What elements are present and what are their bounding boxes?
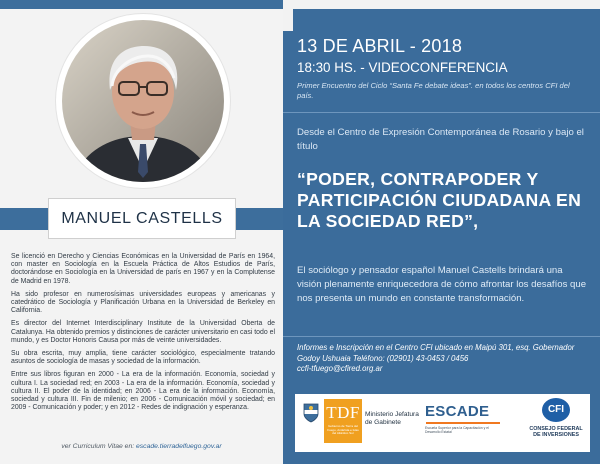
- shield-crest-icon: [303, 403, 319, 423]
- registration-info: [297, 343, 593, 375]
- top-tab: [283, 9, 293, 31]
- event-description: El sociólogo y pensador español Manuel Castells brindará una visión plenamente enriquecedora de cómo afrontar los desafíos que nos presenta un mundo en constante transformación.: [297, 265, 587, 305]
- escade-underline: [426, 422, 500, 424]
- sponsor-logos: [295, 394, 590, 452]
- speaker-column: [0, 0, 283, 464]
- cfi-logo: [525, 398, 587, 450]
- speaker-bio: [11, 253, 275, 417]
- cv-link[interactable]: escade.tierradelfuego.gov.ar: [136, 443, 222, 450]
- escade-caption: Escuela Superior para la Capacitación y el Desarrollo Estatal: [425, 426, 489, 434]
- contact-email[interactable]: ccfi-tfuego@cfired.org.ar: [297, 364, 383, 373]
- event-time: 18:30 HS. - VIDEOCONFERENCIA: [297, 60, 508, 75]
- top-accent-bar: [0, 0, 283, 9]
- tdf-logo: [324, 399, 362, 443]
- name-bar-left: [0, 208, 48, 230]
- name-bar-right: [236, 208, 283, 230]
- ministerio-label: Ministerio Jefatura de Gabinete: [365, 411, 419, 426]
- divider: [283, 336, 600, 337]
- event-date: 13 DE ABRIL - 2018: [297, 36, 463, 56]
- event-title: “PODER, CONTRAPODER Y PARTICIPACIÓN CIUDADANA EN LA SOCIEDAD RED”,: [297, 169, 582, 231]
- event-intro: Desde el Centro de Expresión Contemporánea de Rosario y bajo el título: [297, 127, 584, 152]
- cfi-logo-text: CFI: [547, 404, 565, 415]
- event-column: [283, 0, 600, 464]
- top-strip: [283, 0, 600, 9]
- portrait-photo: [62, 20, 224, 182]
- cfi-oval-logo: [542, 398, 570, 422]
- bio-paragraph: Entre sus libros figuran en 2000 - La era de la información. Economía, sociedad y cultura I. La sociedad red; en 2003 - La era de la información. Economía, sociedad y cultura II. El poder de la identidad; en 2006 - La era de la información. Economía, sociedad y cultura III. Fin de milenio; en 2006 - Comunicación móvil y sociedad; en 2009 - Comunicación y poder; y en 2012 - Redes de indignación y esperanza.: [11, 371, 275, 412]
- speaker-name-box: [48, 198, 236, 239]
- escade-logo-text: ESCADE: [425, 403, 490, 420]
- portrait-frame: [56, 14, 230, 188]
- bio-paragraph: Su obra escrita, muy amplia, tiene carácter sociológico, especialmente tratando asuntos de sociología de masas y sociedad de la información.: [11, 350, 275, 366]
- event-subtitle: Primer Encuentro del Ciclo “Santa Fe debate ideas”. en todos los centros CFI del país.: [297, 81, 570, 100]
- registration-text: Informes e Inscripción en el Centro CFI ubicado en Maipú 301, esq. Gobernador Godoy Ushuaia Teléfono: (02901) 43-0453 / 0456: [297, 343, 575, 363]
- tdf-logo-caption: Gobierno de Tierra del Fuego, Antártida e Islas del Atlántico Sur: [327, 424, 359, 436]
- cv-line: [0, 443, 283, 450]
- cv-prefix: ver Curriculum Vitae en:: [61, 443, 135, 450]
- bio-paragraph: Se licenció en Derecho y Ciencias Económicas en la Universidad de París en 1964, con master en Sociología en la Escuela Práctica de Altos Estudios de París, doctorándose en Sociología en la Universidad de parís en 1967 y en la Complutense de Madrid en 1978.: [11, 253, 275, 285]
- cfi-caption: CONSEJO FEDERAL DE INVERSIONES: [529, 426, 583, 439]
- tdf-logo-text: TDF: [326, 403, 360, 422]
- bio-paragraph: Es director del Internet Interdisciplinary Institute de la Universidad Oberta de Catalunya. Ha obtenido premios y distinciones de carácter universitario en casi todo el mundo, y es Doctor Honoris Causa por más de veinte universidades.: [11, 320, 275, 344]
- divider: [283, 112, 600, 113]
- bio-paragraph: Ha sido profesor en numerosísimas universidades europeas y americanas y catedrático de Sociología y Planificación Urbana en la Universidad de Berkeley en California.: [11, 290, 275, 315]
- escade-logo: [425, 403, 501, 441]
- speaker-name: MANUEL CASTELLS: [61, 209, 223, 227]
